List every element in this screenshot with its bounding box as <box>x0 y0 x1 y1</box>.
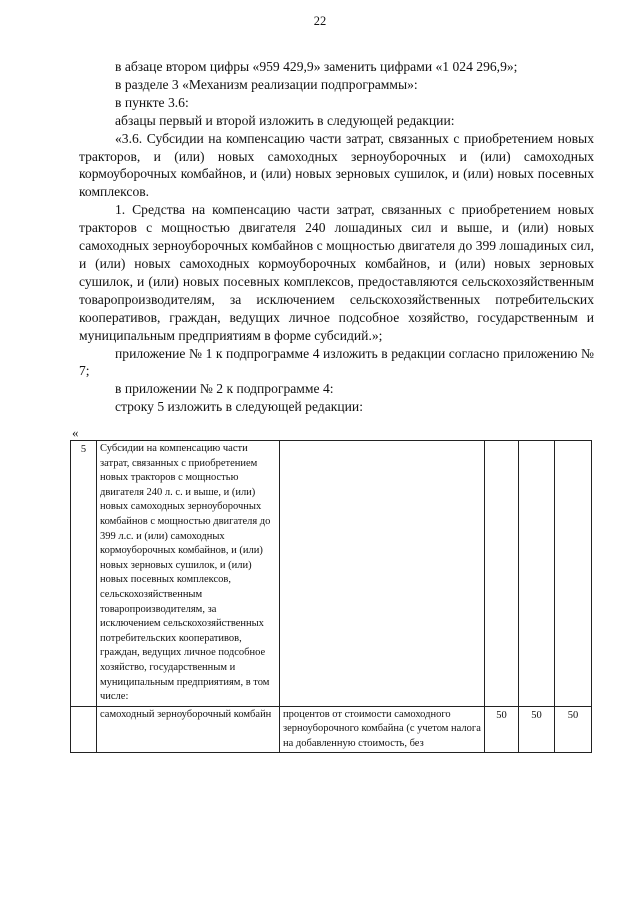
table-row <box>71 706 592 753</box>
table-row <box>71 441 592 707</box>
value-cell: 50 <box>555 706 592 753</box>
row-number-cell: 5 <box>71 441 97 707</box>
value-cell <box>485 441 519 707</box>
value-cell <box>555 441 592 707</box>
paragraph: в пункте 3.6: <box>115 94 189 110</box>
paragraph: приложение № 1 к подпрограмме 4 изложить в редакции согласно приложению № 7; <box>79 345 594 379</box>
page-number: 22 <box>313 14 327 28</box>
unit-cell <box>280 441 485 707</box>
paragraph: абзацы первый и второй изложить в следующей редакции: <box>115 112 455 128</box>
description-cell: Субсидии на компенсацию части затрат, связанных с приобретением новых тракторов с мощностью двигателя 240 л. с. и выше, и (или) новых самоходных зерноуборочных комбайнов с мощностью двигателя до 399 л.с. и (или) самоходных кормоуборочных комбайнов, и (или) новых зерновых сушилок, и (или) новых посевных комплексов, сельскохозяйственным товаропроизводителям, за исключением сельскохозяйственных потребительских кооперативов, граждан, ведущих личное подсобное хозяйство, государственным и муниципальным предприятиям, в том числе: <box>97 441 280 707</box>
document-body <box>79 58 594 416</box>
paragraph: строку 5 изложить в следующей редакции: <box>115 399 363 415</box>
paragraph: в разделе 3 «Механизм реализации подпрограммы»: <box>115 76 418 92</box>
value-cell: 50 <box>519 706 555 753</box>
paragraph: 1. Средства на компенсацию части затрат, связанных с приобретением новых тракторов с мощностью двигателя 240 лошадиных сил и выше, и (или) новых самоходных зерноуборочных комбайнов с мощностью двигателя до 399 лошадиных сил, и (или) новых самоходных кормоуборочных комбайнов, и (или) новых зерновых сушилок, и (или) новых посевных комплексов, предоставляются сельскохозяйственным товаропроизводителям, за исключением сельскохозяйственных потребительских кооперативов, граждан, ведущих личное подсобное хозяйство, государственным и муниципальным предприятиям в форме субсидий.»; <box>79 202 594 343</box>
quote-mark: « <box>72 425 79 440</box>
paragraph: в абзаце втором цифры «959 429,9» заменить цифрами «1 024 296,9»; <box>115 59 518 74</box>
paragraph: в приложении № 2 к подпрограмме 4: <box>115 381 334 397</box>
unit-cell: процентов от стоимости самоходного зерноуборочного комбайна (с учетом налога на добавленную стоимость, без <box>280 706 485 753</box>
value-cell <box>519 441 555 707</box>
description-cell: самоходный зерноуборочный комбайн <box>97 706 280 753</box>
paragraph: «3.6. Субсидии на компенсацию части затрат, связанных с приобретением новых тракторов, и (или) новых самоходных зерноуборочных и (или) самоходных кормоуборочных комбайнов, и (или) новых зерновых сушилок, и (или) новых посевных комплексов. <box>79 130 594 200</box>
amendment-table <box>70 440 591 753</box>
row-number-cell <box>71 706 97 753</box>
value-cell: 50 <box>485 706 519 753</box>
